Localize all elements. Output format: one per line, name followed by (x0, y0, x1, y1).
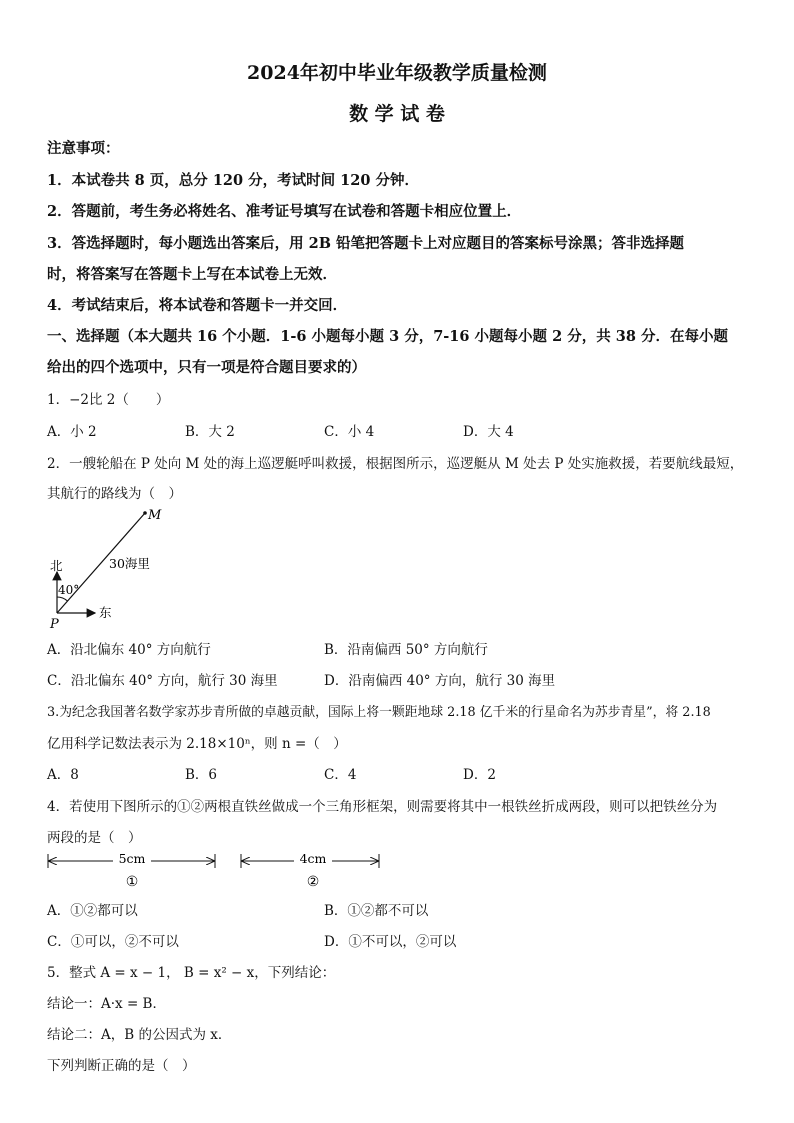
q2-option-c: C．沿北偏东 40° 方向，航行 30 海里 (47, 673, 278, 689)
note-item: 2．答题前，考生务必将姓名、准考证号填写在试卷和答题卡相应位置上． (47, 203, 522, 220)
q4-wire-figure (40, 848, 390, 892)
section-heading-cont: 给出的四个选项中，只有一项是符合题目要求的） (47, 359, 366, 376)
wire2-label: ② (306, 874, 320, 890)
q3-stem-cont: 亿用科学记数法表示为 2.18×10ⁿ，则 n =（ ） (47, 736, 347, 752)
q2-stem: 2．一艘轮船在 P 处向 M 处的海上巡逻艇呼叫救援，根据图所示，巡逻艇从 M 处去 P 处实施救援，若要航线最短， (47, 456, 744, 472)
page-subtitle: 数 学 试 卷 (349, 103, 445, 125)
note-item: 4．考试结束后，将本试卷和答题卡一并交回． (47, 297, 348, 314)
q3-option-a: A．8 (47, 767, 79, 783)
q4-option-a: A．①②都可以 (47, 903, 138, 919)
q4-option-c: C．①可以，②不可以 (47, 934, 179, 950)
q3-stem: 3.为纪念我国著名数学家苏步青所做的卓越贡献，国际上将一颗距地球 2.18 亿千米的行星命名为苏步青星”，将 2.18 (47, 705, 711, 720)
point-m (143, 511, 147, 515)
label-distance: 30海里 (109, 556, 150, 571)
page-title: 2024年初中毕业年级教学质量检测 (247, 62, 547, 84)
q2-option-a: A．沿北偏东 40° 方向航行 (47, 642, 211, 658)
q2-stem-cont: 其航行的路线为（ ） (47, 486, 182, 502)
wire1-length: 5cm (118, 851, 146, 866)
q1-option-d: D．大 4 (463, 424, 514, 440)
q3-option-c: C．4 (324, 767, 357, 783)
note-item: 时，将答案写在答题卡上写在本试卷上无效． (47, 266, 337, 283)
q4-stem-cont: 两段的是（ ） (47, 830, 142, 846)
q5-conclusion-2: 结论二：A，B 的公因式为 x． (47, 1027, 232, 1043)
q5-stem: 5．整式 A = x − 1， B = x² − x，下列结论： (47, 965, 336, 981)
q4-option-b: B．①②都不可以 (324, 903, 429, 919)
label-m: M (148, 508, 162, 523)
q1-option-b: B．大 2 (185, 424, 235, 440)
note-item: 3．答选择题时，每小题选出答案后，用 2B 铅笔把答题卡上对应题目的答案标号涂黑；答非选择题 (47, 235, 685, 252)
q4-option-d: D．①不可以，②可以 (324, 934, 457, 950)
notes-heading: 注意事项： (47, 140, 120, 157)
q2-option-b: B．沿南偏西 50° 方向航行 (324, 642, 488, 658)
q1-option-c: C．小 4 (324, 424, 375, 440)
note-item: 1．本试卷共 8 页，总分 120 分，考试时间 120 分钟． (47, 172, 419, 189)
label-east: 东 (99, 605, 112, 620)
q5-conclusion-1: 结论一：A·x = B． (47, 996, 166, 1012)
section-heading: 一、选择题（本大题共 16 个小题．1-6 小题每小题 3 分，7-16 小题每小题 2 分，共 38 分．在每小题 (47, 328, 728, 345)
q3-option-b: B．6 (185, 767, 218, 783)
wire1-label: ① (125, 874, 139, 890)
label-p: P (50, 617, 59, 630)
q3-option-d: D．2 (463, 767, 496, 783)
q5-question: 下列判断正确的是（ ） (47, 1058, 196, 1074)
q1-stem: 1．−2比 2（ ） (47, 392, 170, 408)
q2-bearing-figure (40, 500, 170, 630)
q2-option-d: D．沿南偏西 40° 方向，航行 30 海里 (324, 673, 556, 689)
angle-arc (57, 597, 68, 601)
label-angle: 40° (58, 583, 80, 597)
q1-option-a: A．小 2 (47, 424, 97, 440)
wire2-length: 4cm (299, 851, 327, 866)
q4-stem: 4．若使用下图所示的①②两根直铁丝做成一个三角形框架，则需要将其中一根铁丝折成两段，则可以把铁丝分为 (47, 799, 718, 815)
label-north: 北 (50, 558, 63, 573)
